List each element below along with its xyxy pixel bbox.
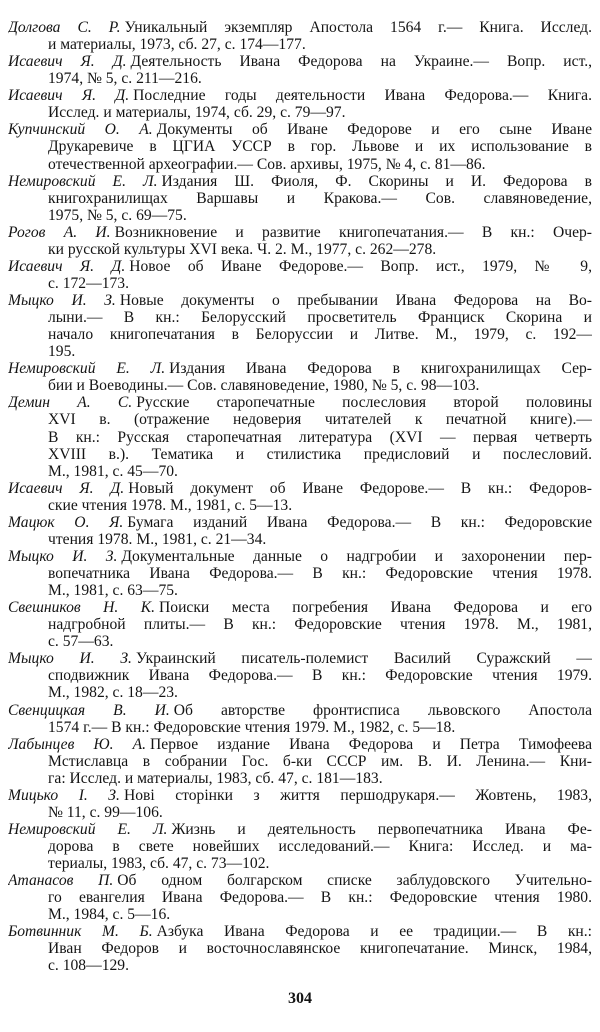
entry-text: Первое издание Ивана Федорова и Петра Тимофеева [150,735,592,753]
entry-continuation-line [8,446,592,463]
entry-first-line [8,548,592,565]
entry-author: Купчинский О. А. [8,121,153,139]
entry-continuation-line [8,463,592,480]
entry-continuation-line [8,429,592,446]
entry-text: га: Исслед. и материалы, 1983, сб. 47, с. 181—183. [48,769,383,787]
entry-text: 195. [48,343,76,361]
entry-text: Документальные данные о надгробии и захоронении пер- [121,547,592,565]
entry-continuation-line [8,667,592,684]
entry-continuation-line [8,616,592,633]
entry-text: Уникальный экземпляр Апостола 1564 г.— Книга. Исслед. [124,19,592,36]
entry-text: XVIII в.). Тематика и стилистика предисловий и послесловий. [48,445,592,463]
bibliography-entry [8,548,592,599]
entry-text: и материалы, 1973, сб. 27, с. 174—177. [48,36,306,54]
entry-author: Мицько І. З. [8,786,120,804]
entry-continuation-line [8,70,592,87]
bibliography-entry [8,121,592,172]
entry-text: В кн.: Русская старопечатная литература (XVI — первая четверть [48,428,592,446]
bibliography-entry [8,360,592,394]
bibliography-entry [8,53,592,87]
entry-first-line [8,872,592,889]
bibliography-entry [8,258,592,292]
entry-first-line [8,53,592,70]
entry-continuation-line [8,753,592,770]
entry-author: Лабынцев Ю. А. [8,735,147,753]
entry-author: Свешников Н. К. [8,599,156,617]
entry-text: териалы, 1983, сб. 47, с. 73—102. [48,855,270,873]
bibliography-entry [8,821,592,872]
entry-text: дорова в свете новейших исследований.— Книга: Исслед. и ма- [48,838,592,855]
entry-author: Немировский Е. Л. [8,172,158,190]
entry-first-line [8,87,592,104]
entry-text: Мстиславца в собрании Гос. б-ки СССР им. В. И. Ленина.— Кни- [48,752,592,770]
entry-author: Мыцко И. З. [8,292,116,309]
entry-text: XVI в. (отражение недоверия читателей к печатной книге).— [48,411,592,429]
entry-text: Новые документы о пребывании Ивана Федорова на Во- [119,292,592,309]
entry-author: Свенцицкая В. И. [8,701,170,719]
entry-continuation-line [8,343,592,360]
entry-text: Азбука Ивана Федорова и ее традиции.— В кн.: [156,923,592,941]
entry-text: Издания Ивана Федорова в книгохранилищах Сер- [169,360,592,378]
entry-continuation-line [8,770,592,787]
entry-text: с. 108—129. [48,957,129,975]
bibliography-entry [8,650,592,701]
entry-text: Новое об Иване Федорове.— Вопр. ист., 1979, № 9, [129,257,592,275]
entry-continuation-line [8,241,592,258]
entry-text: Деятельность Ивана Федорова на Украине.— Вопр. ист., [130,53,592,71]
entry-continuation-line [8,497,592,514]
entry-text: лыни.— В кн.: Белорусский просветитель Франциск Скорина и [48,309,592,327]
entry-continuation-line [8,633,592,650]
entry-text: надгробной плиты.— В кн.: Федоровские чтения 1978. М., 1981, [48,616,592,634]
entry-text: М., 1981, с. 45—70. [48,462,178,480]
entry-continuation-line [8,582,592,599]
entry-text: Друкаревиче в ЦГИА УССР в гор. Львове и их использование в [48,138,592,156]
entry-continuation-line [8,207,592,224]
entry-continuation-line [8,565,592,582]
entry-continuation-line [8,104,592,121]
entry-text: Издания Ш. Фиоля, Ф. Скорины и И. Федорова в [161,172,592,190]
entry-text: Нові сторінки з життя першодрукаря.— Жовтень, 1983, [123,786,592,804]
entry-text: го евангелия Ивана Федорова.— В кн.: Федоровские чтения 1980. [48,889,592,907]
entry-text: Документы об Иване Федорове и его сыне Иване [156,121,592,139]
entry-continuation-line [8,889,592,906]
entry-continuation-line [8,309,592,326]
entry-continuation-line [8,275,592,292]
entry-first-line [8,480,592,497]
entry-text: № 11, с. 99—106. [48,803,163,821]
entry-continuation-line [8,138,592,155]
entry-continuation-line [8,940,592,957]
entry-first-line [8,923,592,940]
entry-continuation-line [8,326,592,343]
entry-text: Новый документ об Иване Федорове.— В кн.: Федоров- [128,479,592,497]
entry-author: Мыцко И. З. [8,650,132,668]
entry-first-line [8,224,592,241]
bibliography-list [8,19,592,975]
entry-continuation-line [8,684,592,701]
entry-text: 1574 г.— В кн.: Федоровские чтения 1979. М., 1982, с. 5—18. [48,718,456,736]
entry-text: 1974, № 5, с. 211—216. [48,70,202,88]
entry-text: М., 1984, с. 5—16. [48,906,171,924]
entry-first-line [8,599,592,616]
entry-first-line [8,736,592,753]
entry-author: Ботвинник М. Б. [8,923,153,941]
entry-first-line [8,173,592,190]
entry-continuation-line [8,804,592,821]
entry-text: чтения 1978. М., 1981, с. 21—34. [48,530,267,548]
entry-text: М., 1981, с. 63—75. [48,582,178,600]
entry-author: Мыцко И. З. [8,547,118,565]
bibliography-entry [8,173,592,224]
entry-first-line [8,787,592,804]
entry-text: Жизнь и деятельность первопечатника Ивана Фе- [171,820,592,838]
entry-continuation-line [8,838,592,855]
entry-text: вопечатника Ивана Федорова.— В кн.: Федоровские чтения 1978. [48,565,592,582]
entry-text: Об одном болгарском списке заблудовского Учительно- [117,872,592,890]
entry-author: Исаевич Я. Д. [8,53,127,71]
entry-author: Демин А. С. [8,394,133,412]
page-number: 304 [288,990,312,1007]
entry-continuation-line [8,377,592,394]
bibliography-entry [8,87,592,121]
bibliography-entry [8,599,592,650]
entry-author: Долгова С. Р. [8,19,121,36]
entry-text: отечественной археографии.— Сов. архивы, 1975, № 4, с. 81—86. [48,155,486,173]
entry-text: 1975, № 5, с. 69—75. [48,206,187,224]
bibliography-entry [8,736,592,787]
entry-text: Украинский писатель-полемист Василий Суражский — [135,650,592,668]
entry-first-line [8,121,592,138]
entry-text: ки русской культуры XVI века. Ч. 2. М., 1977, с. 262—278. [48,240,437,258]
entry-continuation-line [8,156,592,173]
entry-continuation-line [8,36,592,53]
entry-continuation-line [8,906,592,923]
entry-first-line [8,821,592,838]
entry-author: Исаевич Я. Д. [8,257,126,275]
entry-first-line [8,514,592,531]
bibliography-entry [8,19,592,53]
bibliography-entry [8,480,592,514]
entry-continuation-line [8,957,592,974]
bibliography-entry [8,923,592,974]
entry-text: М., 1982, с. 18—23. [48,684,178,702]
entry-first-line [8,19,592,36]
entry-author: Немировский Е. Л. [8,360,166,378]
entry-continuation-line [8,190,592,207]
entry-first-line [8,360,592,377]
bibliography-entry [8,514,592,548]
bibliography-entry [8,702,592,736]
entry-text: Исслед. и материалы, 1974, сб. 29, с. 79—97. [48,104,346,122]
entry-continuation-line [8,855,592,872]
bibliography-entry [8,224,592,258]
bibliography-entry [8,872,592,923]
entry-author: Атанасов П. [8,872,114,890]
entry-first-line [8,702,592,719]
entry-text: Иван Федоров и восточнославянское книгопечатание. Минск, 1984, [48,940,592,958]
bibliography-entry [8,787,592,821]
entry-first-line [8,650,592,667]
entry-text: книгохранилищах Варшавы и Кракова.— Сов. славяноведение, [48,189,592,207]
entry-text: начало книгопечатания в Белоруссии и Литве. М., 1979, с. 192— [48,326,592,344]
entry-text: сподвижник Ивана Федорова.— В кн.: Федоровские чтения 1979. [48,667,592,685]
entry-text: с. 172—173. [48,274,129,292]
entry-first-line [8,394,592,411]
entry-text: Возникновение и развитие книгопечатания.— В кн.: Очер- [114,223,592,241]
entry-text: Последние годы деятельности Ивана Федорова.— Книга. [133,87,592,105]
entry-continuation-line [8,411,592,428]
bibliography-entry [8,292,592,360]
entry-text: с. 57—63. [48,633,114,651]
entry-text: Русские старопечатные послесловия второй половины [136,394,592,412]
entry-text: Бумага изданий Ивана Федорова.— В кн.: Федоровские [127,513,592,531]
entry-author: Исаевич Я. Д. [8,87,130,105]
entry-text: Об авторстве фронтисписа львовского Апостола [173,701,592,719]
entry-author: Исаевич Я. Д. [8,479,125,497]
entry-text: ские чтения 1978. М., 1981, с. 5—13. [48,496,293,514]
entry-continuation-line [8,531,592,548]
entry-first-line [8,258,592,275]
entry-continuation-line [8,719,592,736]
entry-text: Поиски места погребения Ивана Федорова и его [159,599,592,617]
entry-text: бии и Воеводины.— Сов. славяноведение, 1980, № 5, с. 98—103. [48,377,480,395]
entry-author: Мацюк О. Я. [8,513,124,531]
entry-first-line [8,292,592,309]
entry-author: Немировский Е. Л. [8,820,168,838]
entry-author: Рогов А. И. [8,223,111,241]
bibliography-entry [8,394,592,479]
